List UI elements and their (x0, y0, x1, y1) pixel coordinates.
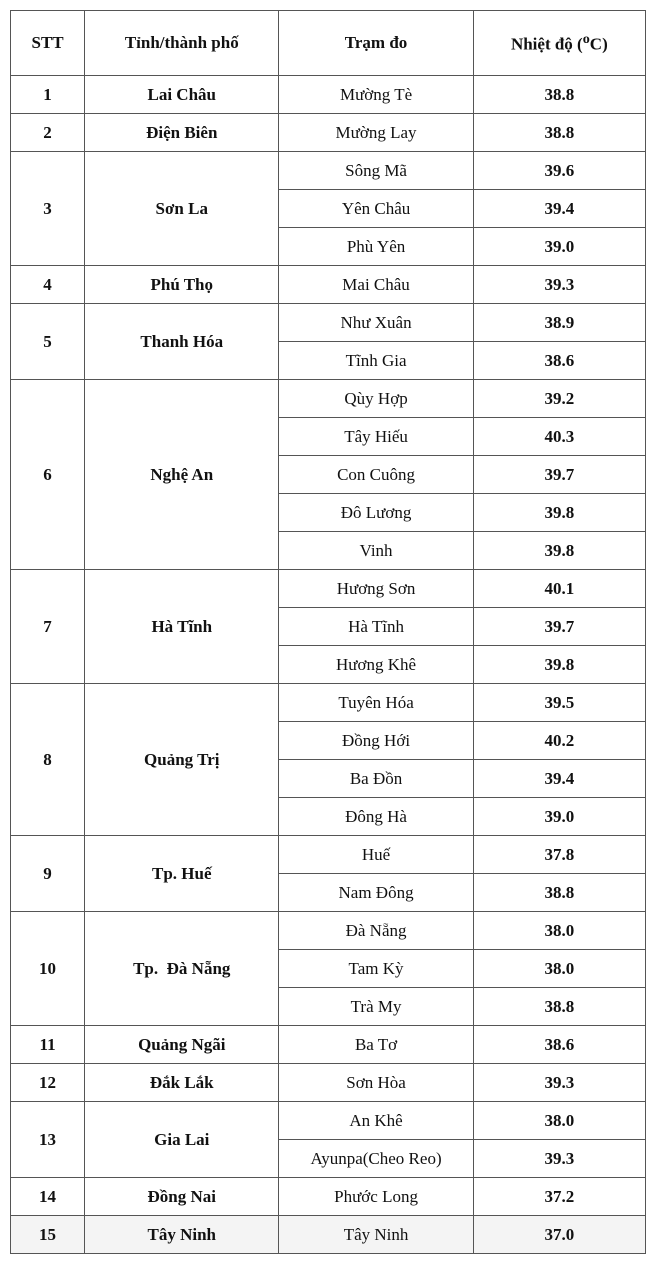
cell-temperature: 37.0 (473, 1216, 645, 1254)
cell-temperature: 40.3 (473, 418, 645, 456)
cell-station: Nam Đông (279, 874, 473, 912)
cell-station: Sơn Hòa (279, 1064, 473, 1102)
cell-stt: 6 (11, 380, 85, 570)
cell-station: Vinh (279, 532, 473, 570)
header-station: Trạm đo (279, 11, 473, 76)
cell-temperature: 38.8 (473, 76, 645, 114)
cell-station: Tây Ninh (279, 1216, 473, 1254)
cell-station: Như Xuân (279, 304, 473, 342)
cell-stt: 8 (11, 684, 85, 836)
cell-stt: 11 (11, 1026, 85, 1064)
cell-temperature: 38.0 (473, 912, 645, 950)
cell-province: Tây Ninh (85, 1216, 279, 1254)
cell-province: Quảng Trị (85, 684, 279, 836)
table-row (11, 912, 646, 950)
cell-stt: 15 (11, 1216, 85, 1254)
cell-station: Đà Nẵng (279, 912, 473, 950)
cell-stt: 14 (11, 1178, 85, 1216)
cell-province: Sơn La (85, 152, 279, 266)
cell-temperature: 39.3 (473, 1140, 645, 1178)
cell-station: Con Cuông (279, 456, 473, 494)
cell-temperature: 39.7 (473, 456, 645, 494)
cell-station: Hà Tĩnh (279, 608, 473, 646)
cell-station: Mường Tè (279, 76, 473, 114)
cell-province: Đắk Lắk (85, 1064, 279, 1102)
cell-station: Trà My (279, 988, 473, 1026)
cell-station: Đô Lương (279, 494, 473, 532)
cell-temperature: 39.3 (473, 1064, 645, 1102)
temperature-table (10, 10, 646, 1254)
cell-temperature: 38.0 (473, 1102, 645, 1140)
header-row (11, 11, 646, 76)
cell-temperature: 40.2 (473, 722, 645, 760)
cell-temperature: 38.0 (473, 950, 645, 988)
cell-temperature: 37.8 (473, 836, 645, 874)
header-temperature-suffix: C) (589, 34, 608, 54)
table-row (11, 380, 646, 418)
cell-stt: 13 (11, 1102, 85, 1178)
cell-station: Tĩnh Gia (279, 342, 473, 380)
table-row (11, 570, 646, 608)
cell-temperature: 39.4 (473, 190, 645, 228)
cell-temperature: 38.8 (473, 874, 645, 912)
cell-province: Phú Thọ (85, 266, 279, 304)
cell-province: Quảng Ngãi (85, 1026, 279, 1064)
cell-station: Hương Khê (279, 646, 473, 684)
cell-stt: 9 (11, 836, 85, 912)
header-province: Tỉnh/thành phố (85, 11, 279, 76)
cell-station: Đông Hà (279, 798, 473, 836)
cell-stt: 1 (11, 76, 85, 114)
table-row (11, 1026, 646, 1064)
table-row (11, 76, 646, 114)
cell-temperature: 39.0 (473, 798, 645, 836)
cell-station: Hương Sơn (279, 570, 473, 608)
cell-province: Tp. Đà Nẵng (85, 912, 279, 1026)
cell-stt: 3 (11, 152, 85, 266)
table-row (11, 1216, 646, 1254)
cell-province: Lai Châu (85, 76, 279, 114)
table-row (11, 1064, 646, 1102)
cell-station: Ba Đồn (279, 760, 473, 798)
cell-temperature: 39.6 (473, 152, 645, 190)
table-row (11, 304, 646, 342)
cell-stt: 10 (11, 912, 85, 1026)
table-row (11, 684, 646, 722)
cell-station: Ba Tơ (279, 1026, 473, 1064)
cell-station: Phước Long (279, 1178, 473, 1216)
cell-station: Tây Hiếu (279, 418, 473, 456)
table-row (11, 1178, 646, 1216)
cell-temperature: 38.6 (473, 1026, 645, 1064)
cell-stt: 5 (11, 304, 85, 380)
cell-stt: 2 (11, 114, 85, 152)
header-stt: STT (11, 11, 85, 76)
cell-stt: 4 (11, 266, 85, 304)
cell-station: Mường Lay (279, 114, 473, 152)
cell-temperature: 40.1 (473, 570, 645, 608)
cell-station: Đồng Hới (279, 722, 473, 760)
cell-station: Yên Châu (279, 190, 473, 228)
cell-temperature: 38.9 (473, 304, 645, 342)
cell-station: An Khê (279, 1102, 473, 1140)
cell-temperature: 38.8 (473, 114, 645, 152)
table-row (11, 152, 646, 190)
temperature-table-container (10, 10, 646, 1254)
cell-station: Sông Mã (279, 152, 473, 190)
cell-station: Phù Yên (279, 228, 473, 266)
cell-province: Điện Biên (85, 114, 279, 152)
cell-temperature: 39.3 (473, 266, 645, 304)
table-row (11, 1102, 646, 1140)
cell-temperature: 39.4 (473, 760, 645, 798)
header-temperature (473, 11, 645, 76)
cell-temperature: 38.6 (473, 342, 645, 380)
cell-temperature: 39.2 (473, 380, 645, 418)
cell-province: Hà Tĩnh (85, 570, 279, 684)
cell-temperature: 39.0 (473, 228, 645, 266)
cell-temperature: 39.8 (473, 646, 645, 684)
header-temperature-prefix: Nhiệt độ ( (510, 34, 583, 54)
cell-stt: 7 (11, 570, 85, 684)
cell-temperature: 38.8 (473, 988, 645, 1026)
table-body (11, 76, 646, 1254)
cell-temperature: 39.8 (473, 494, 645, 532)
header-temperature-degree: o (582, 31, 590, 48)
cell-station: Huế (279, 836, 473, 874)
cell-temperature: 39.5 (473, 684, 645, 722)
cell-province: Tp. Huế (85, 836, 279, 912)
cell-temperature: 39.8 (473, 532, 645, 570)
cell-province: Đồng Nai (85, 1178, 279, 1216)
cell-province: Gia Lai (85, 1102, 279, 1178)
table-row (11, 114, 646, 152)
cell-province: Nghệ An (85, 380, 279, 570)
cell-station: Tam Kỳ (279, 950, 473, 988)
table-row (11, 836, 646, 874)
cell-temperature: 39.7 (473, 608, 645, 646)
cell-station: Tuyên Hóa (279, 684, 473, 722)
cell-stt: 12 (11, 1064, 85, 1102)
cell-province: Thanh Hóa (85, 304, 279, 380)
cell-station: Mai Châu (279, 266, 473, 304)
cell-station: Qùy Hợp (279, 380, 473, 418)
table-row (11, 266, 646, 304)
cell-temperature: 37.2 (473, 1178, 645, 1216)
cell-station: Ayunpa(Cheo Reo) (279, 1140, 473, 1178)
